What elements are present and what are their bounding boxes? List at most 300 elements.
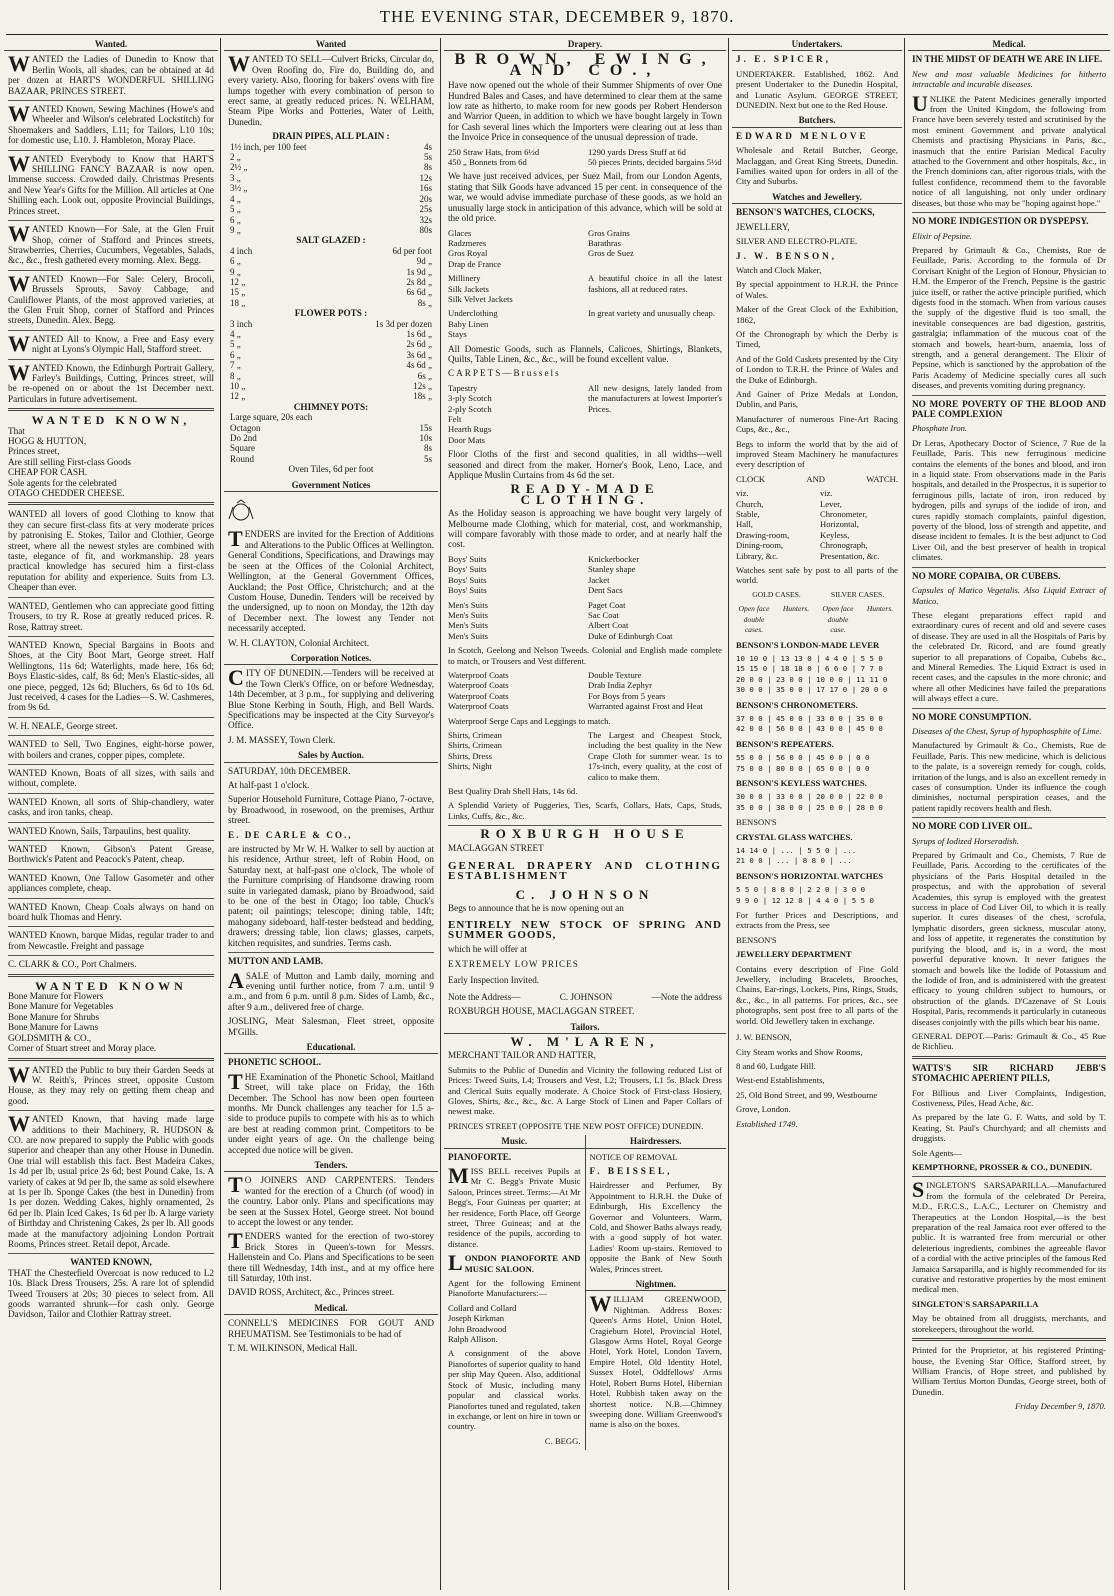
list-item: Baby Linen [448,318,489,329]
manufacturer-item: Ralph Allison. [448,1334,498,1345]
watch-type: Horizontal, [820,519,859,530]
price-row: 7 „ 4s 6d „ [230,360,432,371]
list-item: Shirts, Crimean [448,740,502,751]
watch-type: Keyless, [820,529,850,540]
mlaren-addr: PRINCES STREET (OPPOSITE THE NEW POST OFFICE) DUNEDIN. [448,1120,704,1131]
price-row: 37 0 0 | 45 0 0 | 33 0 0 | 35 0 0 [736,713,883,723]
price-row: 18 „ 8s „ [230,297,432,308]
list-item: Waterproof Coats [448,701,509,712]
horiz-title: BENSON'S HORIZONTAL WATCHES [736,870,884,881]
list-item: Dent Sacs [588,585,623,596]
works: City Steam works and Show Rooms, [736,1046,863,1057]
offer: which he will offer at [448,944,527,955]
flower-price-list [228,319,434,402]
phonetic-ad: THE Examination of the Phonetic School, Maitland Street, will take place on Friday, the 16th December. The School has now been open fourteen months. Mr Dunck challenges any teacher for 1.5 a-side to produce pupils to compete with his as to which are best at reading common print. Competitors to be under eight years of age. On the challenge being accepted due notice will be given. [228,1068,434,1155]
and-label: AND [806,473,825,484]
further: For further Prices and Descriptions, and extracts from the Press, see [736,910,898,931]
watch-type: Presentation, &c. [820,550,880,561]
cod-sub: Syrups of Iodized Horseradish. [912,835,1019,846]
list-item: Albert Coat [588,620,629,631]
classified-ad: WANTED Known, Sails, Tarpaulins, best quality. [8,825,191,836]
classified-ad: WANTED Known, Sewing Machines (Howe's and Wheeler and Wilson's celebrated Lockstitch) for Shoemakers and Saddlers, L11; for Tailors, L10 10s; for domestic use, L10. J. Hambleton, Moray Place. [8,101,214,146]
early-inspection: Early Inspection Invited. [448,975,540,986]
list-item: Waterproof Coats [448,669,509,680]
section-head: Watches and Jewellery. [732,191,902,204]
list-item: Underclothing [448,308,498,319]
manufacturer-item: John Broadwood [448,1323,507,1334]
section-head: Wanted [224,38,438,51]
price-row: 12 „ 2s 8d „ [230,276,432,287]
watts-ad: As prepared by the late G. F. Watts, and sold by T. Keating, St. Paul's Churchyard; and all chemists and druggists. [912,1112,1106,1144]
list-item: Stays [448,329,467,340]
list-item: Shirts, Crimean [448,729,502,740]
silver: SILVER AND ELECTRO-PLATE. [736,236,858,247]
price-row: 14 14 0 | ... | 5 5 0 | ... [736,846,857,855]
masthead-rule [6,34,1108,35]
auction-time: At half-past 1 o'clock. [228,780,310,790]
spicer-ad: UNDERTAKER. Established, 1862. And present Undertaker to the Dunedin Hospital, and Lunatic Asylum. GEORGE STREET, DUNEDIN. Next but one to the Red House. [736,68,898,111]
column-rule [904,38,905,1590]
list-item: Millinery [448,273,481,284]
price-row: 15 „ 6s 6d „ [230,287,432,298]
classified-ad: WANTED Known—For Sale, at the Glen Fruit Shop, corner of Stafford and Princes streets, Strawberries, Cherries, Cucumbers, Vegetables, Salads, &c., &c., fresh gathered every morning. Alex. Begg. [8,221,214,266]
classified-ad: WANTED All to Know, a Free and Easy every night at Lyons's Olympic Hall, Stafford street. [8,330,214,356]
cons-ad: Manufactured by Grimault & Co., Chemists, Rue de Feuillade, Paris. This new medicine, which is delicious to the palate, is a sovereign remedy for cough, colds, irritation of the lungs, and is also an excellent remedy in cases of consumption. Under its influence the cough diminishes, nocturnal perspiration ceases, and the patient rapidly recovers health and flesh. [912,740,1106,813]
classified-ad: WANTED the Public to buy their Garden Seeds at W. Reith's, Princes street, opposite Custom House, as they may rely on getting them cheap and good. [8,1061,214,1106]
column-rule [728,38,729,1590]
list-item: Shirts, Dress [448,750,492,761]
roxburgh-foot: ROXBURGH HOUSE, MACLAGGAN STREET. [448,1006,635,1017]
classified-ad: WANTED Everybody to Know that HART'S SHILLING FANCY BAZAAR is now open. Immense success. Crowded daily. Christmas Presents and New Year's Gifts for the Million. All articles at One Shilling each. Look out, opposite Provincial Buildings, Princes street. [8,150,214,216]
cons-title: NO MORE CONSUMPTION. [912,711,1032,722]
flower-title: FLOWER POTS : [294,308,368,319]
carpets-note: All new designs, lately landed from the manufacturers at lowest Importer's Prices. [588,382,722,414]
rep-title: BENSON'S REPEATERS. [736,738,834,749]
list-item: Men's Suits [448,620,488,631]
column-wanted [4,38,218,1590]
crystal-a: BENSON'S [736,817,777,828]
indig-sub: Elixir of Pepsine. [912,230,972,241]
price-row: 10 10 0 | 13 13 0 | 4 4 0 | 5 5 0 [736,653,883,663]
manufacturer-item: Joseph Kirkman [448,1313,505,1324]
mlaren-sub: MERCHANT TAILOR AND HATTER, [448,1050,596,1061]
list-item: 3-ply Scotch [448,393,492,404]
list-item: Radzmeres [448,237,487,248]
clock-type: Hall, [736,519,753,530]
section-head: Butchers. [732,114,902,127]
list-item: For Boys from 5 years [588,690,666,701]
roxburgh-title: ROXBURGH HOUSE [480,826,690,842]
price-row: Round 5s [230,453,432,464]
case-sub: Open face double case. [822,604,854,635]
list-item: Knickerbocker [588,553,640,564]
price-row: 6 „ 32s [230,214,432,225]
sole: Sole Agents— [912,1147,962,1158]
waterproof-caps: Waterproof Serge Caps and Leggings to match. [448,715,611,726]
price-row: Square 8s [230,443,432,454]
brown-ewing-title: BROWN, EWING, AND CO., [454,51,716,79]
case-sub: Hunters. [866,604,894,614]
benson-begs: Begs to inform the world that by the aid of improved Steam Machinery he manufactures every description of [736,438,898,470]
massey-sign: J. M. MASSEY, Town Clerk. [228,734,336,745]
lps-ad: Agent for the following Eminent Pianoforte Manufacturers:— [448,1278,581,1299]
list-item: Men's Suits [448,609,488,620]
mutton-title: MUTTON AND LAMB. [228,956,324,967]
miss-bell-ad: MISS BELL receives Pupils at Mr C. Begg's Private Music Saloon, Princes street. Terms:—At Mr Begg's, Four Guineas per quarter; at her residence, Forth Place, off George street, Three Guineas; and at the residence of the pupils, according to distance. [448,1162,581,1249]
list-item: 2-ply Scotch [448,403,492,414]
list-item: Double Texture [588,669,642,680]
price-row: 5 5 0 | 8 8 0 | 2 2 0 | 3 0 0 [736,885,866,895]
list-item: Gros de Suez [588,248,634,259]
list-item: Sac Coat [588,609,619,620]
goldsmith-line: Bone Manure for Lawns [8,1022,99,1033]
list-item: 450 „ Bonnets from 6d [448,157,527,168]
midst-title: IN THE MIDST OF DEATH WE ARE IN LIFE. [912,54,1103,65]
clock-type: Stable, [736,509,760,520]
watch-type: Lever, [820,498,842,509]
classified-ad: WANTED the Ladies of Dunedin to Know that Berlin Wools, all shades, can be obtained at 4d per dozen at HART'S WONDERFUL SHILLING BAZAAR, PRINCES STREET. [8,51,214,96]
goldsmith-line: GOLDSMITH & CO., [8,1032,92,1043]
classified-ad: WANTED to Sell, Two Engines, eight-horse power, with boilers and cranes, copper pipes, complete. [8,739,214,760]
watts-sub: For Billious and Liver Complaints, Indigestion, Costiveness, Piles, Head Ache, &c. [912,1087,1106,1108]
domestic-goods: All Domestic Goods, such as Flannels, Calicoes, Shirtings, Blankets, Quilts, Table Linen, &c., &c., will be found excellent value. [448,343,722,364]
johnson-name: C. JOHNSON [515,886,655,902]
price-row: 55 0 0 | 56 0 0 | 45 0 0 | 0 0 [736,753,870,763]
list-item: Men's Suits [448,599,488,610]
hogg-line: Are still selling First-class Goods [8,456,132,467]
maclaggan-street: MACLAGGAN STREET [448,842,544,853]
list-item: Boys' Suits [448,585,487,596]
drain-title: DRAIN PIPES, ALL PLAIN : [272,131,390,142]
column-rule [220,38,221,1590]
crystal-b: CRYSTAL GLASS WATCHES. [736,831,853,842]
price-row: 9 „ 1s 9d „ [230,266,432,277]
price-row: 30 0 0 | 33 0 0 | 20 0 0 | 22 0 0 [736,792,883,802]
salt-title: SALT GLAZED : [296,235,366,246]
note-left: Note the Address— [448,991,521,1002]
price-row: 9 „ 80s [230,224,432,235]
ludgate: 8 and 60, Ludgate Hill. [736,1060,816,1071]
cons-sub: Diseases of the Chest, Syrup of hypophosphite of Lime. [912,725,1102,736]
price-row: 6 „ 9d „ [230,256,432,267]
section-head: Nightmen. [586,1278,727,1291]
beissel-name: F. BEISSEL, [589,1165,673,1176]
classified-ad: WANTED Known, that having made large additions to their Machinery, R. HUDSON & CO. are now prepared to supply the Public with goods superior and cheaper than any other House in Dunedin. One trial will establish this fact. Best Madeira Cakes, 1s 4d per lb, usual price 2s 6d; best Pound Cake, 1s. A variety of cakes at 9d per lb, the same as sold elsewhere at 1s per lb. Sponge Cakes (the best in Dunedin) from 1s per dozen. Wedding Cakes, highly ornamented, 2s 6d per lb. Plain Iced Cakes, 1s 6d per lb. A large variety of Birthday and Christening Cakes, 2s per lb. All goods made at the manufactory adjoining London Portrait Rooms, Princes street. Retail depot, Arcade. [8,1111,214,1249]
price-row: Octagon 15s [230,422,432,433]
clock-type: Library, &c. [736,550,779,561]
list-item: Felt [448,414,462,424]
phonetic-title: PHONETIC SCHOOL. [228,1057,321,1068]
section-head: Music. [444,1135,585,1148]
price-row: 5 „ 25s [230,204,432,215]
case-head: SILVER CASES. [830,589,885,599]
classified-ad: WANTED Known, barque Midas, regular trader to and from Newcastle. Freight and passage [8,930,214,951]
hogg-line: HOGG & HUTTON, [8,436,87,446]
price-row: 2½ „ 8s [230,162,432,173]
masthead [0,0,1114,34]
benson-title: BENSON'S WATCHES, CLOCKS, [736,207,875,218]
case-sub: Open face double cases. [738,604,770,635]
note-right: —Note the address [651,991,722,1002]
menlove-name: EDWARD MENLOVE [736,130,869,141]
kempthorne: KEMPTHORNE, PROSSER & CO., DUNEDIN. [912,1162,1093,1172]
case-head: GOLD CASES. [752,589,801,599]
printer-imprint: Printed for the Proprietor, at his registered Printing-house, the Evening Star Office, Stafford street, by William Francis, of Hope street, and published by William Tertius Morton Dundas, George street, both of Dunedin. [912,1345,1106,1397]
watch-type: viz. [820,488,833,499]
hogg-line: Sole agents for the celebrated [8,477,117,488]
goldsmith-line: Bone Manure for Flowers [8,991,104,1002]
list-item: Boys' Suits [448,564,487,575]
jdept: JEWELLERY DEPARTMENT [736,949,852,960]
price-row: 3½ „ 16s [230,183,432,194]
ready-made-intro: As the Holiday season is approaching we have bought very largely of Melbourne made Clothing, which for material, cost, and workmanship, will compare favorably with those made to order, and at nearly half the cost. [448,508,722,550]
section-head: Educational. [224,1041,438,1054]
price-row: 75 0 0 | 80 0 0 | 65 0 0 | 0 0 [736,763,870,773]
pov-title: NO MORE POVERTY OF THE BLOOD AND PALE COMPLEXION [912,398,1106,419]
price-row: 4 „ 1s 6d „ [230,328,432,339]
mlaren-ad: Submits to the Public of Dunedin and Vicinity the following reduced List of Prices: Tweed Suits, L4; Trousers and Vest, L2; Trousers, L1 5s. Black Dress and Clerical Suits equally moderate. A Choice Stock of First-class Hosiery, Gloves, Shirts, &c., &c., &c. A Large Stock of Linen and Paper Collars of newest make. [448,1064,722,1117]
price-row: 1½ inch, per 100 feet 4s [230,141,432,152]
list-item: 250 Straw Hats, from 6½d [448,146,540,157]
watch-type: Chronometer, [820,509,868,520]
established: Established 1749. [736,1118,798,1129]
indig-ad: Prepared by Grimault & Co., Chemists, Rue de Feuillade, Paris. According to the formula of Dr Corvisart Knight of the Legion of Honour, Physician to H.M. the Emperor of the French, Pepsine is the gastric juice itself, or rather the active principle purified, which digests food in the stomach. When from various causes the supply of the digestive fluid is too small, the inevitable consequences are bad digestion, gastritis, gastralgia; inflammation of the mucous coat of the stomach and bowels, heart-burn, anaemia, loss of strength, and a general derangement. The Elixir of Pepsine, which is sanctioned by the approbation of the Paris Academy of Medicine specially cures all such diseases, and prevents vomiting during pregnancy. [912,244,1106,391]
cod-title: NO MORE COD LIVER OIL. [912,821,1033,832]
drain-price-list [228,142,434,236]
jewellery: JEWELLERY, [736,221,790,232]
masthead-title: THE EVENING STAR, DECEMBER 9, 1870. [379,7,735,26]
mlaren-name: W. M'LAREN, [510,1033,660,1049]
general-drapery-title: GENERAL DRAPERY AND CLOTHING ESTABLISHMENT [448,860,722,883]
pov-ad: Dr Leras, Apothecary Doctor of Science, 7 Rue de la Feuillade, Paris. This new ferruginous medicine contains the elements of the bones and blood, and iron in a liquid state. From observations made in the Paris hospitals, and detailed in the Prospectus, it is superior to ferruginous pills, lactate of iron, iron reduced by hydrogen, pills and syrups of the iodide of iron, and cures rapidly stomach complaints, painful digestion, poverty of the blood, loss of strength and appetite, and disease incident to females. It is the best adjunct to Cod Liver Oil, and the best preserver of health in tropical climates. [912,437,1106,563]
list-item: Stanley shape [588,564,636,575]
column-rule [440,38,441,1590]
safe-post: Watches sent safe by post to all parts of the world. [736,565,898,586]
column-notices [224,38,438,1590]
classified-ad: WANTED Known, Gibson's Patent Grease, Borthwick's Patent and Peacock's Patent, cheap. [8,844,214,865]
shirts-note: The Largest and Cheapest Stock, including the best quality in the New Crape Cloth for summer wear. 1s to 17s-inch, every quality, at the cost of calico to make them. [588,729,722,782]
begg-sign: C. BEGG. [544,1435,581,1446]
list-item: Barathras [588,237,621,248]
classified-ad: WANTED Known—For Sale: Celery, Brocoli, Brussels Sprouts, Savoy Cabbage, and Cauliflower Plants, of the most approved varieties, at the Glen Fruit Shop, corner of Stafford and Princes streets, Dunedin. Alex. Begg. [8,270,214,326]
price-row: 3 inch 1s 3d per dozen [230,318,432,329]
price-row: 30 0 0 | 35 0 0 | 17 17 0 | 20 0 0 [736,685,888,695]
cop-ad: These elegant preparations effect rapid and extraordinary cures of recent and old and severe cases of disease. They are used in all the Hospitals of Paris by the celebrated Dr. Ricord, and are found greatly superior to all preparations of Copaiba, Cubebs &c., and Mineral Remedies. The Liquid Extract is used in recent cases, and the capsules in the more chronic; and where all other Medicines have failed the preparations will always effect a cure. [912,609,1106,704]
list-item: Hearth Rugs [448,424,492,435]
classified-ad: W. H. NEALE, George street. [8,720,118,731]
price-row: Large square, 20s each [230,412,313,423]
price-row: Do 2nd 10s [230,433,432,444]
depot: GENERAL DEPOT.—Paris: Grimault & Co., 45 Rue de Richlieu. [912,1030,1106,1052]
watch-label: WATCH. [866,473,898,484]
list-item: Boys' Suits [448,553,487,564]
list-item: Silk Jackets [448,283,489,294]
west: West-end Establishments, [736,1075,825,1086]
list-item: Men's Suits [448,630,488,641]
price-row: 10 „ 12s „ [230,381,432,391]
singleton-title: SINGLETON'S SARSAPARILLA [912,1298,1039,1309]
price-row: 6 „ 3s 6d „ [230,349,432,360]
price-row: 4 inch 6d per foot [230,245,432,256]
singleton-ad2: May be obtained from all druggists, merchants, and storekeepers, throughout the world. [912,1313,1106,1334]
classified-ad: WANTED Known, all sorts of Ship-chandlery, water casks, and iron tanks, cheap. [8,796,214,818]
pianoforte-title: PIANOFORTE. [448,1151,512,1162]
classified-ad: WANTED Known, Cheap Coals always on hand on board hulk Thomas and Henry. [8,901,214,923]
gainer: And Gainer of Prize Medals at London, Dublin, and Paris, [736,388,898,410]
auction-ad: Superior Household Furniture, Cottage Piano, 7-octave, by Broadwood, in rosewood, on the premises, Arthur street. [228,794,434,826]
list-item: Drab India Zephyr [588,680,652,691]
list-item: 1290 yards Dress Stuff at 6d [588,146,686,157]
section-head: Sales by Auction. [224,749,438,762]
price-row: 3 „ 12s [230,172,432,183]
note-mid: C. JOHNSON [559,991,613,1002]
manufacturer-item: Collard and Collard [448,1302,517,1313]
bond: 25, Old Bond Street, and 99, Westbourne [736,1089,878,1100]
hogg-line: Princes street, [8,446,60,457]
list-item: Jacket [588,574,610,585]
section-head: Government Notices [224,479,438,492]
list-item: Boys' Suits [448,574,487,585]
lps-title: LONDON PIANOFORTE AND MUSIC SALOON. [448,1250,581,1276]
manufacturer: Manufacturer of numerous Fine-Art Racing Cups, &c., &c., [736,413,898,435]
list-item: Tapestry [448,382,478,393]
key-title: BENSON'S KEYLESS WATCHES. [736,777,867,788]
clayton-sign: W. H. CLAYTON, Colonial Architect. [228,637,370,648]
section-head: Drapery. [444,38,726,51]
singleton-ad: SINGLETON'S SARSAPARILLA.—Manufactured from the formula of the celebrated Dr Pereira, M.D., F.R.C.S., L.A.C., Lecturer on Chemistry and Therapeutics at the London Hospital,—is the best preparation of the real Jamaica root ever offered to the public. It is warranted free from mercurial or other deleterious ingredients, combines the agreeable flavor of a cordial with the active principles of the famous Red Jamaica Sarsaparilla, and is highly recommended for its curative and restorative properties by the most eminent medical men. [912,1177,1106,1295]
chim-title: CHIMNEY POTS: [293,401,369,412]
spicer-name: J. E. SPICER, [736,54,831,65]
millinery-note: A beautiful choice in all the latest fashions, all at reduced rates. [588,273,722,294]
list-item: Glaces [448,227,472,238]
section-head: Medical. [224,1302,438,1315]
royal-crest-icon [224,499,258,523]
price-row: 35 0 0 | 38 0 0 | 25 0 0 | 28 0 0 [736,802,883,812]
price-row: 4 „ 20s [230,193,432,204]
silk-notice: We have just received advices, per Suez Mail, from our London Agents, stating that Silk Goods have advanced 15 per cent. in consequence of the war, we would advise immediate purchase of these goods, as we hold an unusually large stock in anticipation of this advance, which will be sold at the old price. [448,171,722,224]
josling-sign: JOSLING, Meat Salesman, Fleet street, opposite M'Gills. [228,1016,434,1037]
classified-ad: WANTED Known, One Tallow Gasometer and other appliances complete, cheap. [8,872,214,894]
price-row: 15 15 0 | 18 18 0 | 6 6 0 | 7 7 0 [736,664,883,674]
auction-date: SATURDAY, 10th DECEMBER. [228,765,351,776]
list-item: Gros Grains [588,227,630,238]
dunedin-ad: CITY OF DUNEDIN.—Tenders will be received at the Town Clerk's Office, on or before Wednesday, 14th December, at 3 p.m., for supplying and delivering Blue Stone Kerbing in South, High, and Bell Wards. Specifications may be inspected at the City Surveyor's Office. [228,665,434,731]
wilkinson-sign: T. M. WILKINSON, Medical Hall. [228,1343,358,1354]
classified-ad: WANTED Known, Special Bargains in Boots and Shoes, at the City Boot Mart, George street. Half Wellingtons, 11s 6d; Waterlights, made here, 16s 6d; Boys Elastic-sides, calf, 8s 6d; Men's Elastic-sides, all one piece, pegged, 12s 6d; Bluchers, 6s 6d to 10s 6d. Just received, 4 cases for the Ladies—S. W. Cashmeres, from 9s 6d. [8,639,214,713]
case-sub: Hunters. [782,604,810,614]
hogg-line: That [8,425,25,436]
chrono: Of the Chronograph by which the Derby is Timed, [736,328,898,350]
indig-title: NO MORE INDIGESTION OR DYSPEPSY. [912,216,1089,227]
section-head: Undertakers. [732,38,902,51]
joiners-ad: TO JOINERS AND CARPENTERS. Tenders wanted for the erection of a Church (of wood) in the country. Labor only. Plans and specifications may be seen at the Sussex Hotel, George street. Not bound to accept the lowest or any tender. [228,1172,434,1228]
ross-sign: DAVID ROSS, Architect, &c., Princes street. [228,1287,395,1298]
price-row: 9 9 0 | 12 12 0 | 4 4 0 | 5 5 0 [736,895,874,905]
classified-ad: WANTED Known, the Edinburgh Portrait Gallery, Farley's Buildings, Cutting, Princes street, will be re-opened on or about the 1st December next. Particulars in future advertisement. [8,359,214,404]
decarle-name: E. DE CARLE & CO., [228,829,353,840]
tenders-ad: TENDERS are invited for the Erection of Additions and Alterations to the Public Offices at Wellington. General Conditions, Specifications, and Drawings may be seen at the Offices of the Colonial Architect, Wellington, at the General Government Offices, Auckland; the Post Office, Christchurch; and at the Custom House, Dunedin. Tenders will be received by the undersigned, up to noon on Monday, the 12th day of December next. The lowest any Tender not necessarily accepted. [228,526,434,634]
list-item: Gros Royal [448,248,488,259]
jwb2: J. W. BENSON, [736,1032,792,1043]
watts-title: WATTS'S SIR RICHARD JEBB'S STOMACHIC APERIENT PILLS, [912,1062,1106,1084]
classified-ad: WANTED all lovers of good Clothing to know that they can secure first-class fits at very moderate prices by patronising E. Stokes, Tailor and Clothier, George street, where all the newest styles are combined with taste, elegance of fit, and workmanship. 28 years practical knowledge has secured him a first-class reputation for ability and experience. Suits from L3. Cheaper than ever. [8,509,214,593]
hogg-line: OTAGO CHEDDER CHEESE. [8,488,125,499]
classified-ad: WANTED, Gentlemen who can appreciate good fitting Trousers, to try R. Rose at greatly reduced prices. R. Rose, Rattray street. [8,600,214,632]
variety: A Splendid Variety of Puggeries, Ties, Scarfs, Collars, Hats, Caps, Studs, Links, Cuffs, &c., &c. [448,800,722,821]
section-head: Tailors. [444,1021,726,1034]
johnson-begs: Begs to announce that he is now opening out an [448,903,624,914]
auction-body: are instructed by Mr W. H. Walker to sell by auction at his residence, Arthur street, left of Robin Hood, on Saturday next, at half-past one o'clock, The whole of the Furniture comprising of Handsome drawing room suite in variegated damask, piano by Broadwood, said to be one of the best in Otago; loo table, Chuck's patent; oil paintings; telescope; dining table, 14ft; mahogany sideboard, half-tester bedstead and bedding, drawers; dressing table, lion claws; glasses, carpets, kitchen requisites, and sundries. Terms cash. [228,844,434,948]
list-item: Waterproof Coats [448,690,509,701]
section-head: Hairdressers. [586,1135,727,1148]
classified-ad: WANTED Known, Boats of all sizes, with sails and without, complete. [8,767,214,789]
pov-sub: Phosphate Iron. [912,423,968,434]
greenwood-ad: WILLIAM GREENWOOD, Nightman. Address Boxes: Queen's Arms Hotel, Union Hotel, Cragieburn Hotel, Provincial Hotel, Glasgow Arms Hotel, Royal George Hotel, York Hotel, London Tavern, Empire Hotel, Old Identity Hotel, Sussex Hotel, Oddfellows' Arms Hotel, Robert Burns Hotel, Hibernian Hotel. Rubbish taken away on the shortest notice. N.B.—Chimney sweeping done. William Greenwood's name is also on the boxes. [589,1291,722,1430]
price-row: 2 „ 5s [230,152,432,163]
removal-notice: NOTICE OF REMOVAL [589,1151,678,1162]
bens2: BENSON'S [736,934,777,945]
friday-date: Friday December 9, 1870. [1015,1401,1106,1412]
price-row: 20 0 0 | 23 0 0 | 10 0 0 | 11 11 0 [736,674,888,684]
carpets-title: CARPETS—Brussels [448,368,561,379]
jdept-ad: Contains every description of Fine Gold Jewellery, including Bracelets, Brooches, Chains, Ear-rings, Lockets, Pins, Rings, Studs, &c., &c., in all patterns. For prices, &c., see photographs, sent post free to all parts of the world. Old Jewellery taken in exchange. [736,963,898,1026]
chimney-price-list [228,412,434,464]
oven-tiles: Oven Tiles, 6d per foot [288,464,374,475]
column-drapery [444,38,726,1590]
new-stock: ENTIRELY NEW STOCK OF SPRING AND SUMMER GOODS, [448,918,722,942]
list-item: Warranted against Frost and Heat [588,701,703,712]
price-row: 8 „ 6s „ [230,370,432,381]
price-row: 5 „ 2s 6d „ [230,339,432,350]
price-row: 21 0 0 | ... | 8 8 0 | ... [736,856,852,866]
grove: Grove, London. [736,1104,791,1115]
cop-sub: Capsules of Matico Vegetalis. Also Liquid Extract of Matico. [912,585,1106,606]
floor-cloths: Floor Cloths of the first and second qualities, in all widths—well seasoned and direct from the maker. Horner's Book, Leno, Lace, and Applique Muslin Curtains from 4s 6d the set. [448,449,722,481]
brick-stores-ad: TENDERS wanted for the erection of two-storey Brick Stores in Queen's-town for Messrs. Hallenstein and Co. Plans and Specifications to be seen there till Wednesday, 14th inst., and at my office here till Saturday, 10th inst. [228,1228,434,1284]
mutton-ad: ASALE of Mutton and Lamb daily, morning and evening until further notice, from 7 a.m. until 9 a.m., and from 6 p.m. until 8 p.m. Sides of Lamb, &c., after 9 a.m., delivered free of charge. [228,967,434,1012]
brown-ewing-intro: Have now opened out the whole of their Summer Shipments of over One Hundred Bales and Cases, and have determined to clear them at the same low rate as hitherto, to make room for new goods per Robert Henderson and Warrior Queen, in addition to which we have bought largely in Town for Cash several lines which the Importers were clearing out at less than the Invoice Price in consequence of the unusual depression of trade. [448,80,722,143]
london-made: BENSON'S LONDON-MADE LEVER [736,639,880,650]
goldsmith-line: Bone Manure for Vegetables [8,1001,114,1012]
bricks-ad: WANTED TO SELL—Culvert Bricks, Circular do, Oven Roofing do, Fire do, Building do, and every variety. Also, flooring for bakers' ovens with fire lumps together with every combination of person to erect same, at greatly reduced prices. N. WELHAM, Steam Pipe Works and Potteries, Water of Leith, Dunedin. [228,51,434,127]
goldsmith-line: Bone Manure for Shrubs [8,1011,100,1022]
column-benson [732,38,902,1590]
goldsmith-line: Corner of Stuart street and Moray place. [8,1043,157,1054]
jwb-sub: Watch and Clock Maker, [736,264,822,275]
appointment: By special appointment to H.R.H. the Prince of Wales. [736,279,898,300]
midst-sub: New and most valuable Medicines for hitherto intractable and incurable diseases. [912,68,1106,90]
clock-label: CLOCK [736,473,766,484]
clock-type: viz. [736,488,749,499]
list-item: Shirts, Night [448,761,492,772]
ready-made-title: READY-MADE CLOTHING. [510,481,660,507]
goldsmith-ad: WANTED KNOWN Bone Manure for Flowers Bone Manure for Vegetables Bone Manure for Shrubs Bone Manure for Lawns GOLDSMITH & CO., Corner of Stuart street and Moray place. [8,981,214,1054]
chron-title: BENSON'S CHRONOMETERS. [736,699,858,710]
caskets: And of the Gold Caskets presented by the City of London to T.R.H. the Prince of Wales and the Duke of Edinburgh. [736,353,898,385]
underclothing-note: In great variety and unusually cheap. [588,308,715,319]
jwb-name: J. W. BENSON, [736,250,838,261]
hogg-hutton-ad: WANTED KNOWN, That HOGG & HUTTON, Princes street, Are still selling First-class Goods CHEAP FOR CASH. Sole agents for the celebrated OTAGO CHEDDER CHEESE. [8,415,214,498]
list-item: Duke of Edinburgh Coat [588,630,673,641]
chesterfield-ad: WANTED KNOWN, THAT the Chesterfield Overcoat is now reduced to L2 10s. Black Dress Trousers, 25s. A rare lot of splendid Tweed Trousers at 20s; 30 pieces to select from. All goods warranted shrunk—for cash only. George Davidson, Tailor and Clothier Rattray street. [8,1257,214,1320]
price-row: 12 „ 18s „ [230,391,432,402]
section-head: Medical. [908,38,1110,51]
list-item: Paget Coat [588,599,626,610]
list-item: Silk Velvet Jackets [448,293,513,304]
low-prices: EXTREMELY LOW PRICES [448,958,579,969]
menlove-ad: Wholesale and Retail Butcher, George, Maclaggan, and Great King Streets, Dunedin. Families waited upon for orders in all of the City and Suburbs. [736,145,898,187]
classified-ad: C. CLARK & CO., Port Chalmers. [8,959,137,970]
